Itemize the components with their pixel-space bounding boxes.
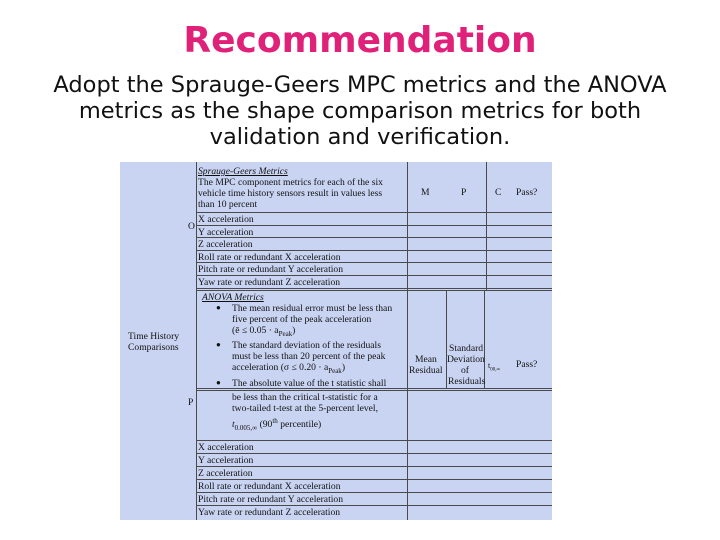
anova-criterion-text: must be less than 20 percent of the peak bbox=[232, 351, 386, 362]
anova-column-header: Standard bbox=[449, 343, 484, 354]
table-rule bbox=[196, 479, 552, 480]
anova-column-header: Pass? bbox=[516, 359, 538, 370]
anova-channel: X acceleration bbox=[198, 442, 254, 453]
anova-channel: Pitch rate or redundant Y acceleration bbox=[198, 494, 343, 505]
category-label: Time History bbox=[128, 331, 180, 342]
sg-column-header: Pass? bbox=[516, 187, 538, 198]
sg-channel: Yaw rate or redundant Z acceleration bbox=[198, 277, 341, 288]
table-rule bbox=[196, 505, 552, 506]
table-rule bbox=[196, 212, 552, 213]
anova-criterion-formula: acceleration $(\sigma \le 0.20 \cdot a_{Peak})$ bbox=[232, 362, 346, 375]
anova-criterion-text: The standard deviation of the residuals bbox=[232, 340, 381, 351]
anova-criterion-formula: (ē ≤ $0.05 \cdot a_{Peak}$) bbox=[232, 325, 296, 338]
anova-column-header: Residuals bbox=[448, 376, 486, 387]
anova-channel: Roll rate or redundant X acceleration bbox=[198, 481, 341, 492]
table-rule bbox=[196, 466, 552, 467]
sg-channel: Y acceleration bbox=[198, 227, 254, 238]
table-rule bbox=[196, 275, 552, 276]
metrics-table bbox=[120, 162, 552, 520]
anova-column-header: of bbox=[461, 365, 469, 376]
table-rule bbox=[196, 225, 552, 226]
table-rule bbox=[486, 162, 487, 290]
anova-criterion-text: two-tailed t-test at the 5-percent level, bbox=[232, 403, 378, 414]
anova-channel: Yaw rate or redundant Z acceleration bbox=[198, 507, 341, 518]
anova-channel: Y acceleration bbox=[198, 455, 254, 466]
table-rule bbox=[196, 492, 552, 493]
table-rule bbox=[196, 250, 552, 251]
anova-channel: Z acceleration bbox=[198, 468, 253, 479]
table-rule bbox=[196, 290, 552, 291]
sg-column-header: C bbox=[495, 187, 502, 198]
table-rule bbox=[196, 288, 552, 289]
anova-criterion-text: The mean residual error must be less than bbox=[232, 303, 393, 314]
sg-description: vehicle time history sensors result in values less bbox=[198, 188, 383, 199]
anova-criterion-formula: $t_{0.005,\infty}$ (90th percentile) bbox=[232, 417, 322, 433]
slide-body-text: Adopt the Sprauge-Geers MPC metrics and the ANOVA metrics as the shape comparison metrics for both validation and verification. bbox=[53, 72, 667, 150]
table-rule bbox=[484, 290, 485, 388]
category-label: Comparisons bbox=[128, 342, 179, 353]
sg-heading: Sprauge-Geers Metrics bbox=[198, 166, 288, 177]
bullet-icon: ● bbox=[216, 378, 221, 387]
anova-heading: ANOVA Metrics bbox=[202, 292, 264, 303]
bullet-icon: ● bbox=[216, 303, 221, 312]
anova-column-header: Mean bbox=[415, 354, 437, 365]
table-rule bbox=[196, 390, 552, 391]
sg-channel: X acceleration bbox=[198, 214, 254, 225]
slide-title: Recommendation bbox=[183, 20, 537, 61]
sg-channel: Z acceleration bbox=[198, 239, 253, 250]
row-marker-p: P bbox=[188, 397, 194, 408]
sg-channel: Roll rate or redundant X acceleration bbox=[198, 252, 341, 263]
anova-column-header: $t_{00,\infty}$ bbox=[488, 361, 501, 373]
anova-column-header: Deviation bbox=[447, 354, 485, 365]
sg-column-header: M bbox=[421, 187, 430, 198]
anova-criterion-text: five percent of the peak acceleration bbox=[232, 314, 372, 325]
anova-criterion-text: The absolute value of the t statistic shall bbox=[232, 378, 387, 389]
table-rule bbox=[446, 290, 447, 388]
row-marker-o: O bbox=[188, 221, 195, 232]
sg-description: The MPC component metrics for each of the six bbox=[198, 177, 383, 188]
sg-column-header: P bbox=[461, 187, 467, 198]
sg-description: than 10 percent bbox=[198, 199, 258, 210]
anova-column-header: Residual bbox=[409, 365, 443, 376]
table-rule bbox=[196, 440, 552, 441]
sg-channel: Pitch rate or redundant Y acceleration bbox=[198, 264, 343, 275]
bullet-icon: ● bbox=[216, 340, 221, 349]
anova-criterion-text: be less than the critical t-statistic for a bbox=[232, 392, 378, 403]
table-rule bbox=[196, 453, 552, 454]
